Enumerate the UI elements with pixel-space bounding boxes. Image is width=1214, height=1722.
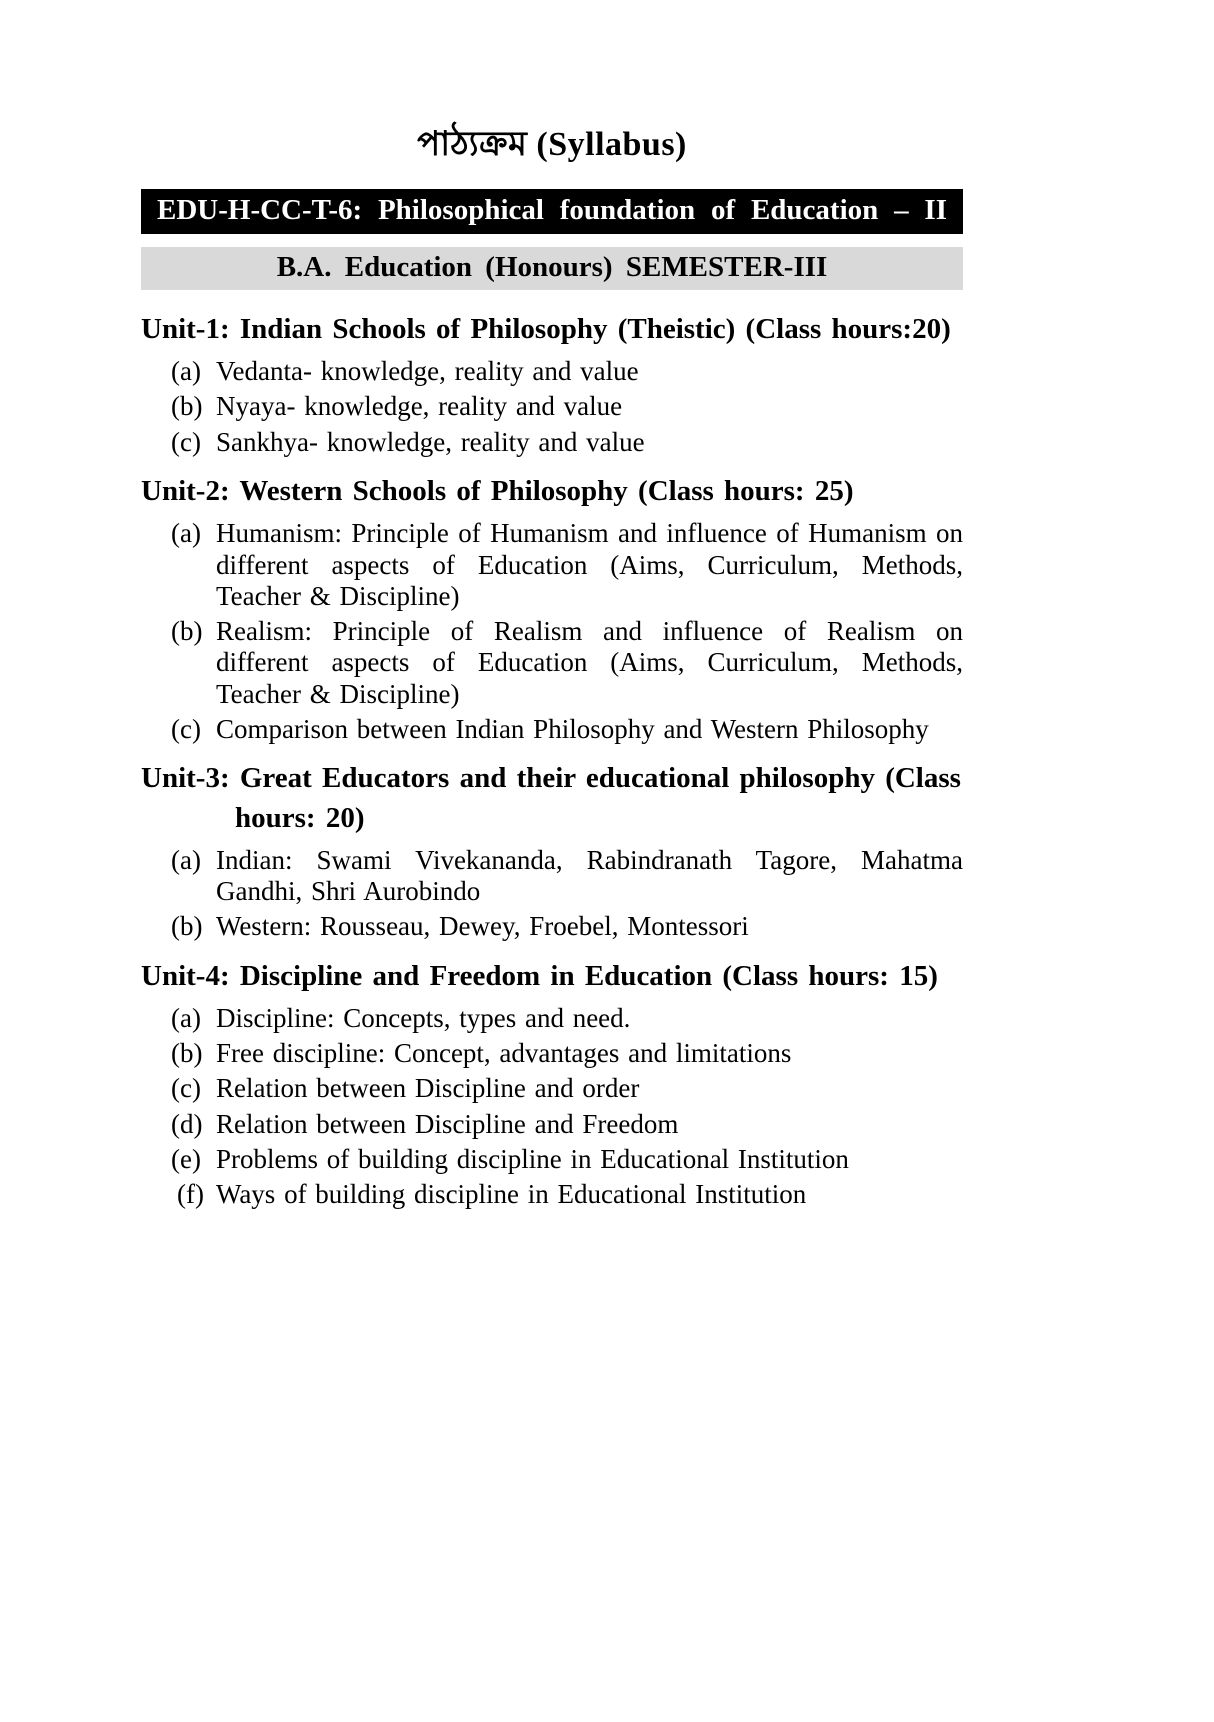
item-label: (c) [171,1073,201,1104]
list-item [141,911,963,942]
units-list [141,310,963,1211]
list-item [141,391,963,422]
list-item [141,1073,963,1104]
course-code-banner: EDU-H-CC-T-6: Philosophical foundation of Education – II [141,189,963,234]
item-text: Humanism: Principle of Humanism and influence of Humanism on different aspects of Education (Aims, Curriculum, Methods, Teacher & Discipline) [216,518,963,611]
item-text: Nyaya- knowledge, reality and value [216,391,623,422]
item-text: Sankhya- knowledge, reality and value [216,426,645,457]
item-text: Ways of building discipline in Educational Institution [216,1179,807,1210]
unit-1 [141,310,963,458]
unit-4-heading: Unit-4: Discipline and Freedom in Education (Class hours: 15) [141,959,938,992]
list-item [141,714,963,745]
item-text: Western: Rousseau, Dewey, Froebel, Montessori [216,911,749,942]
list-item [141,616,963,710]
item-label: (b) [171,391,203,422]
unit-2 [141,472,963,745]
item-label: (f) [177,1179,204,1210]
item-label: (b) [171,616,203,647]
unit-4 [141,957,963,1211]
unit-3 [141,759,963,942]
syllabus-page [141,0,963,1211]
item-text: Free discipline: Concept, advantages and limitations [216,1038,792,1069]
list-item [141,518,963,612]
item-text: Problems of building discipline in Educational Institution [216,1144,849,1175]
item-label: (b) [171,1038,203,1069]
unit-1-heading: Unit-1: Indian Schools of Philosophy (Theistic) (Class hours:20) [141,313,951,345]
list-item [141,1038,963,1069]
unit-2-heading: Unit-2: Western Schools of Philosophy (Class hours: 25) [141,475,854,508]
list-item [141,1109,963,1140]
item-label: (b) [171,911,203,942]
item-label: (c) [171,426,201,457]
item-text: Discipline: Concepts, types and need. [216,1002,631,1033]
list-item [141,1144,963,1175]
item-label: (c) [171,714,201,745]
item-label: (a) [171,518,201,549]
list-item [141,1003,963,1034]
list-item [141,356,963,387]
item-text: Comparison between Indian Philosophy and Western Philosophy [216,714,929,745]
item-label: (d) [171,1108,203,1139]
program-banner: B.A. Education (Honours) SEMESTER-III [141,247,963,290]
item-text: Relation between Discipline and order [216,1073,640,1104]
list-item [141,427,963,458]
unit-3-heading: Unit-3: Great Educators and their educational philosophy (Class hours: 20) [141,762,961,834]
list-item [141,845,963,908]
item-text: Vedanta- knowledge, reality and value [216,356,639,387]
item-label: (a) [171,1002,201,1033]
item-label: (a) [171,356,201,387]
item-text: Relation between Discipline and Freedom [216,1108,679,1139]
item-label: (e) [171,1144,201,1175]
item-text: Indian: Swami Vivekananda, Rabindranath Tagore, Mahatma Gandhi, Shri Aurobindo [216,844,963,906]
list-item [141,1179,963,1210]
item-label: (a) [171,844,201,875]
item-text: Realism: Principle of Realism and influence of Realism on different aspects of Education (Aims, Curriculum, Methods, Teacher & Discipline) [216,616,963,709]
page-title: পাঠ্যক্রম (Syllabus) [417,126,687,163]
